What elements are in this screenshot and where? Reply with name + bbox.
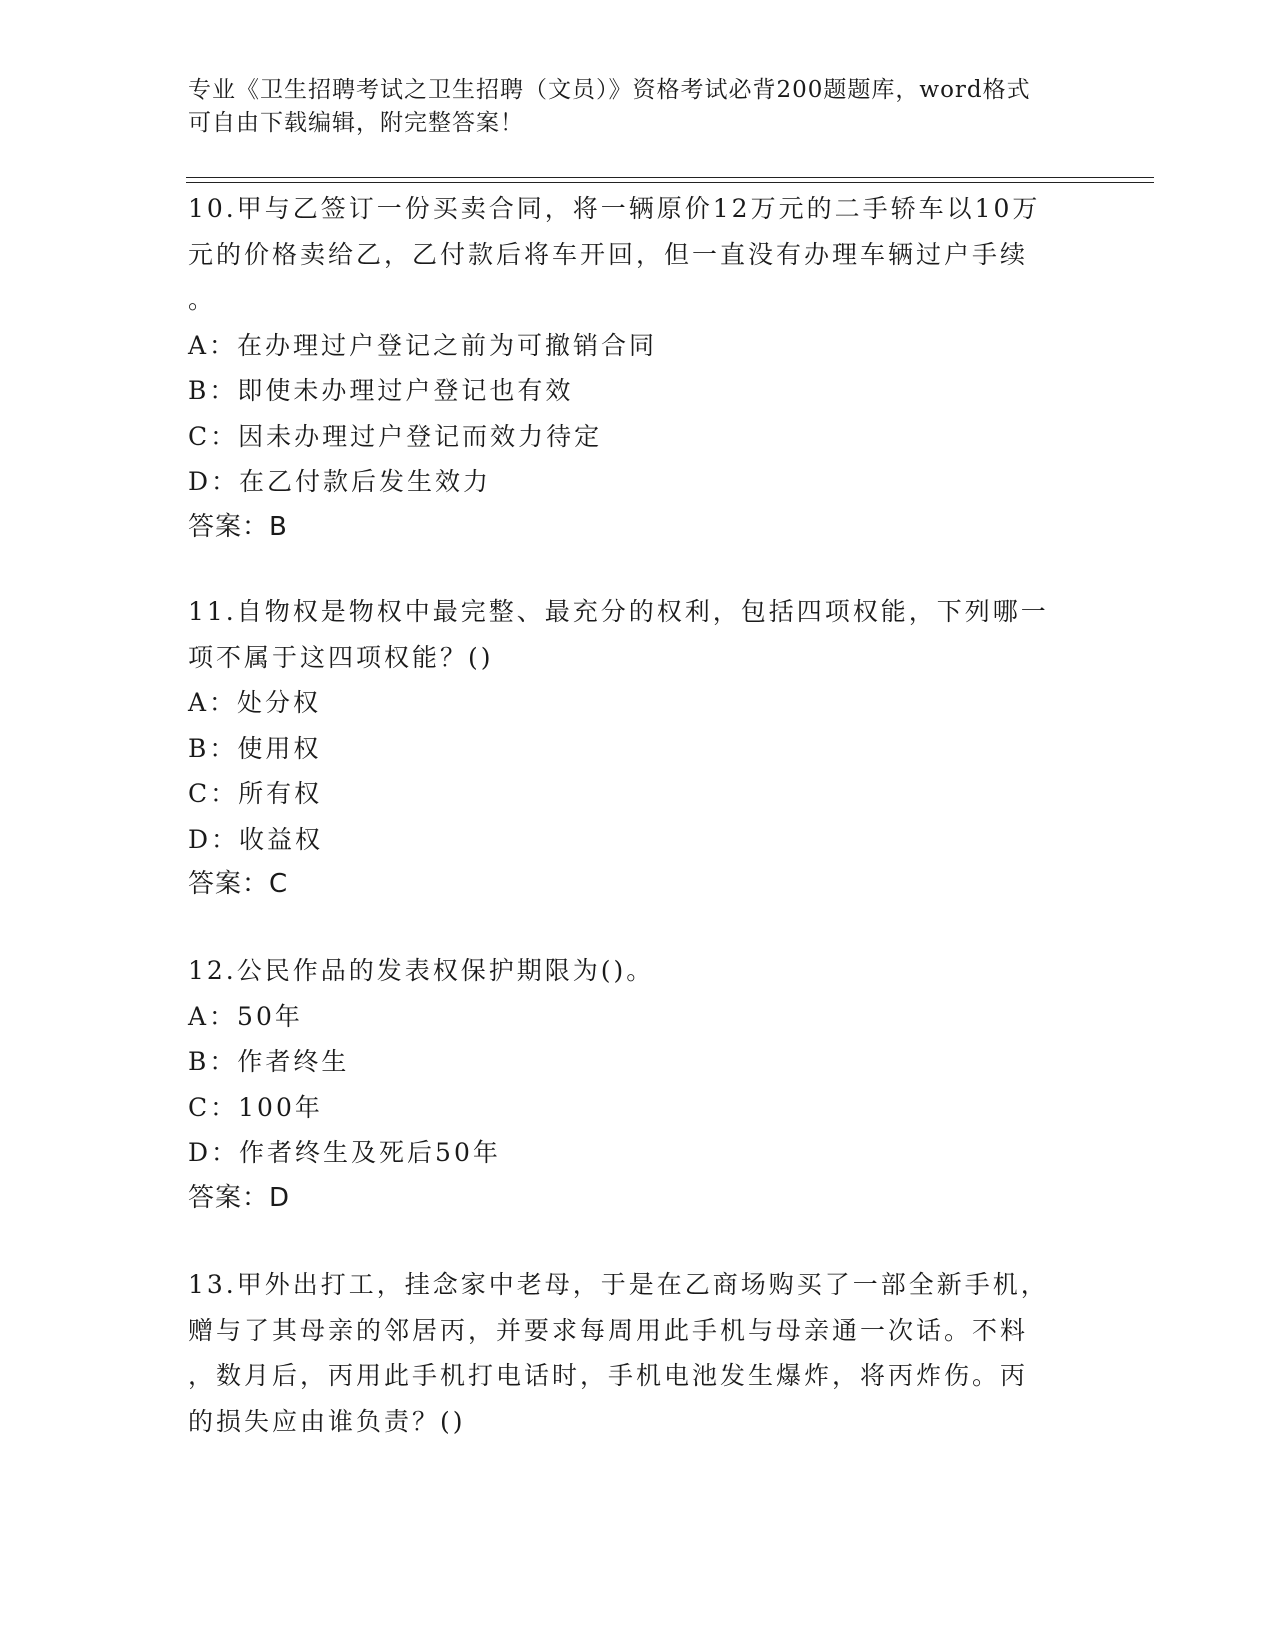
question-stem <box>188 1262 1088 1444</box>
question-12 <box>188 948 1088 1221</box>
option-c: C：100年 <box>188 1092 323 1122</box>
question-13 <box>188 1262 1088 1444</box>
stem-line: 元的价格卖给乙，乙付款后将车开回，但一直没有办理车辆过户手续 <box>188 239 1029 269</box>
stem-line: 13.甲外出打工，挂念家中老母，于是在乙商场购买了一部全新手机， <box>188 1270 1049 1299</box>
question-stem <box>188 589 1088 680</box>
header-line: 可自由下载编辑，附完整答案！ <box>188 110 524 136</box>
option-d: D：在乙付款后发生效力 <box>188 467 492 496</box>
stem-line: 11.自物权是物权中最完整、最充分的权利，包括四项权能，下列哪一 <box>188 597 1049 626</box>
option-d: D：收益权 <box>188 824 324 854</box>
question-stem <box>188 186 1088 323</box>
option-a: A：50年 <box>188 1001 303 1031</box>
option-a: A：在办理过户登记之前为可撤销合同 <box>188 330 658 360</box>
stem-line: 12.公民作品的发表权保护期限为()。 <box>188 956 655 985</box>
option-c: C：所有权 <box>188 779 323 808</box>
option-a: A：处分权 <box>188 688 322 717</box>
stem-line: 的损失应由谁负责？() <box>188 1406 466 1436</box>
question-11 <box>188 589 1088 908</box>
answer: 答案：D <box>188 1182 291 1213</box>
option-b: B：使用权 <box>188 733 322 763</box>
answer: 答案：C <box>188 869 289 899</box>
stem-line: 项不属于这四项权能？() <box>188 642 494 672</box>
header-divider <box>186 177 1154 178</box>
question-stem <box>188 948 1088 994</box>
document-header <box>188 74 1068 140</box>
stem-line: 赠与了其母亲的邻居丙，并要求每周用此手机与母亲通一次话。不料 <box>188 1315 1029 1345</box>
question-10 <box>188 186 1088 550</box>
stem-line: 。 <box>188 285 217 314</box>
option-b: B：即使未办理过户登记也有效 <box>188 376 574 405</box>
option-d: D：作者终生及死后50年 <box>188 1138 501 1167</box>
option-b: B：作者终生 <box>188 1047 350 1076</box>
stem-line: ，数月后，丙用此手机打电话时，手机电池发生爆炸，将丙炸伤。丙 <box>188 1361 1029 1390</box>
option-c: C：因未办理过户登记而效力待定 <box>188 421 603 451</box>
stem-line: 10.甲与乙签订一份买卖合同，将一辆原价12万元的二手轿车以10万 <box>188 194 1041 223</box>
header-divider <box>186 182 1154 183</box>
header-line: 专业《卫生招聘考试之卫生招聘（文员）》资格考试必背200题题库，word格式 <box>188 77 1031 103</box>
answer: 答案：B <box>188 511 288 542</box>
